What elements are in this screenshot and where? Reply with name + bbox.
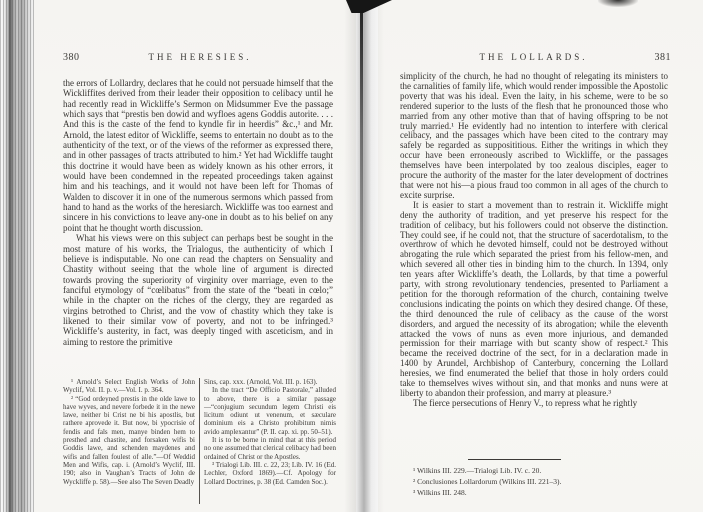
footnote: ² Conclusiones Lollardorum (Wilkins III. 221–3). xyxy=(413,477,562,486)
right-page xyxy=(378,0,703,512)
paragraph: What his views were on this subject can perhaps best be sought in the most mature of his works, the Trialogus, the authenticity of which I believe is indisputable. No one can read the chapters on Sensuality and Chastity without seeing that the whole line of argument is directed towards proving the superiority of virginity over marriage, even to the fanciful etymology of “cœlibatus” from the state of the “beati in cœlo;” while in the chapter on the riches of the clergy, they are regarded as virgins betrothed to Christ, and the vow of chastity which they take is likened to their similar vow of poverty, and not to be infringed.³ Wickliffe’s austerity, in fact, was deeply tinged with asceticism, and in aiming to restore the primitive xyxy=(63,233,333,347)
right-page-header xyxy=(378,52,703,65)
footnote: ³ Wilkins III. 248. xyxy=(413,488,467,497)
right-page-number: 381 xyxy=(654,52,671,63)
left-page-header xyxy=(34,52,356,65)
left-running-header: THE HERESIES. xyxy=(148,52,252,62)
paragraph: simplicity of the church, he had no thought of relegating its ministers to the carnalities of family life, which would render impossible the Apostolic poverty that was his ideal. Even the laity, in his scheme, were to be so rendered superior to the lusts of the flesh that he pronounced those who married from any other motive than that of having offspring to be not truly married.¹ He evidently had no intention to interfere with clerical celibacy, and the passages which have been cited to the contrary may safely be regarded as supposititious. Either the writings in which they occur have been erroneously ascribed to Wickliffe, or the passages themselves have been interpolated by too zealous disciples, eager to procure the authority of the master for the later development of doctrines that were not his—a pious fraud too common in all ages of the church to excite surprise. xyxy=(400,72,668,200)
paragraph: The fierce persecutions of Henry V., to repress what he rightly xyxy=(413,397,638,408)
footnote-column-divider xyxy=(199,378,200,504)
footnote: In the tract “De Officio Pastorale,” alluded to above, there is a similar passage—“conjugium secundum legem Christi eis licitum odiunt ut venenum, et sæculare dominium eis a Christo prohibitum nimis avido amplexantur” (P. II. cap. xi. pp. 50–51). xyxy=(204,386,336,436)
paragraph: It is easier to start a movement than to restrain it. Wickliffe might deny the authority of tradition, and yet preserve his respect for the tradition of celibacy, but his followers could not observe the distinction. They could see, if he could not, that the structure of sacerdotalism, to the overthrow of which he devoted himself, could not be destroyed without abrogating the rule which separated the priest from his fellow-men, and which severed all other ties in binding him to the church. In 1394, only ten years after Wickliffe’s death, the Lollards, by that time a powerful party, with strong revolutionary tendencies, presented to Parliament a petition for the thorough reformation of the church, containing twelve conclusions indicating the points on which they desired change. Of these, the third denounced the rule of celibacy as the cause of the worst disorders, and argued the necessity of its abrogation; while the eleventh attacked the vows of nuns as even more injurious, and demanded permission for their marriage with but scanty show of respect.² This became the received doctrine of the sect, for in a declaration made in 1400 by Arundel, Archbishop of Canterbury, concerning the Lollard heresies, we find enumerated the belief that those in holy orders could take to themselves wives without sin, and that monks and nuns were at liberty to abandon their profession, and marry at pleasure.³ xyxy=(400,199,668,398)
book-gutter-line xyxy=(360,0,363,480)
footnote: ¹ Wilkins III. 229.—Trialogi Lib. IV. c. 20. xyxy=(413,466,542,475)
paragraph: the errors of Lollardry, declares that he could not persuade himself that the Wickliffites derived from their leader their opposition to celibacy until he had recently read in Wickliffe’s Sermon on Midsummer Eve the passage which says that “prestis ben dowid and wyfloes agens Goddis autorite. . . . And this is the caste of the fend to kyndle fir in heerdis” &c.,¹ and Mr. Arnold, the latest editor of Wickliffe, seems to entertain no doubt as to the authenticity of the text, or of the views of the reformer as expressed there, and in other passages of tracts attributed to him.² Yet had Wickliffe taught this doctrine it would have been as widely known as his other errors, it would have been condemned in the repeated proceedings taken against him and his teachings, and it would not have been left for Thomas of Walden to discover it in one of the numerous sermons which passed from hand to hand as the works of the heresiarch. Wickliffe was too earnest and sincere in his convictions to leave any-one in doubt as to his belief on any point that he thought worth discussion. xyxy=(63,78,333,233)
left-page xyxy=(34,0,356,512)
footnote: Sins, cap. xxx. (Arnold, Vol. III. p. 163). xyxy=(204,378,318,386)
footnote: It is to be borne in mind that at this period no one assumed that clerical celibacy had been ordained of Christ or the Apostles. xyxy=(204,436,336,461)
book-edge-pages xyxy=(0,0,36,512)
right-running-header: THE LOLLARDS. xyxy=(479,52,588,62)
footnote-separator-rule xyxy=(468,459,561,460)
left-footnotes xyxy=(63,378,336,508)
footnote-column-right xyxy=(204,378,336,508)
right-body-text xyxy=(400,72,668,452)
footnote-column-left xyxy=(63,378,195,508)
left-page-number: 380 xyxy=(63,52,80,63)
footnote: ³ Trialogi Lib. III. c. 22, 23; Lib. IV. 16 (Ed. Lechler, Oxford 1869).—Cf. Apology for Lollard Doctrines, p. 38 (Ed. Camden Soc.). xyxy=(204,460,336,486)
footnote: ² “God ordeyned prestis in the olde lawe to have wyves, and nevere forbede it in the newe lawe, neither bi Crist ne bi his apostlis, but rathere aprovede it. But now, bi ypocrisie of fendis and fals men, manye binden hem to presthed and chastite, and forsaken wifis bi Goddis lawe, and schenden maydenes and wifis and fallen foulest of alle.”—Of Weddid Men and Wifis, cap. i. (Arnold’s Wyclif, III. 190; also in Vaughan’s Tracts of John de Wyckliffe p. 58).—See also The Seven Deadly xyxy=(63,394,195,486)
footnote: ¹ Arnold’s Select English Works of John Wyclif, Vol. II. p. v.—Vol. I. p. 364. xyxy=(63,378,195,395)
left-body-text xyxy=(63,78,333,373)
right-footnotes xyxy=(400,465,673,498)
